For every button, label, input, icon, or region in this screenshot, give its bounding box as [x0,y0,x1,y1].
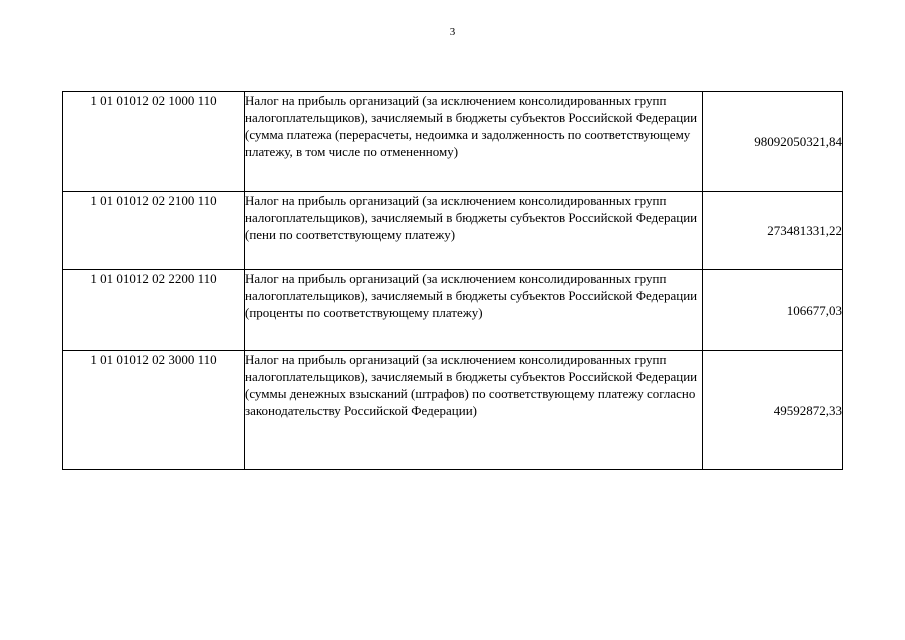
revenue-amount-cell: 49592872,33 [703,351,843,470]
table-row [63,270,843,351]
revenue-amount-cell: 98092050321,84 [703,92,843,192]
revenue-code-cell: 1 01 01012 02 2200 110 [63,270,245,351]
revenue-amount-cell: 106677,03 [703,270,843,351]
revenue-amount-cell: 273481331,22 [703,192,843,270]
table-row [63,351,843,470]
revenue-name-cell: Налог на прибыль организаций (за исключением консолидированных групп налогоплательщиков), зачисляемый в бюджеты субъектов Российской Федерации (суммы денежных взысканий (штрафов) по соответствующему платежу согласно законодательству Российской Федерации) [245,351,703,470]
revenue-code-cell: 1 01 01012 02 2100 110 [63,192,245,270]
revenue-code-cell: 1 01 01012 02 1000 110 [63,92,245,192]
budget-revenue-table [62,91,843,470]
page-number: 3 [449,26,456,38]
revenue-name-cell: Налог на прибыль организаций (за исключением консолидированных групп налогоплательщиков), зачисляемый в бюджеты субъектов Российской Федерации (пени по соответствующему платежу) [245,192,703,270]
table-row [63,192,843,270]
revenue-code-cell: 1 01 01012 02 3000 110 [63,351,245,470]
revenue-name-cell: Налог на прибыль организаций (за исключением консолидированных групп налогоплательщиков), зачисляемый в бюджеты субъектов Российской Федерации (сумма платежа (перерасчеты, недоимка и задолженность по соответствующему платежу, в том числе по отмененному) [245,92,703,192]
revenue-name-cell: Налог на прибыль организаций (за исключением консолидированных групп налогоплательщиков), зачисляемый в бюджеты субъектов Российской Федерации (проценты по соответствующему платежу) [245,270,703,351]
table-row [63,92,843,192]
